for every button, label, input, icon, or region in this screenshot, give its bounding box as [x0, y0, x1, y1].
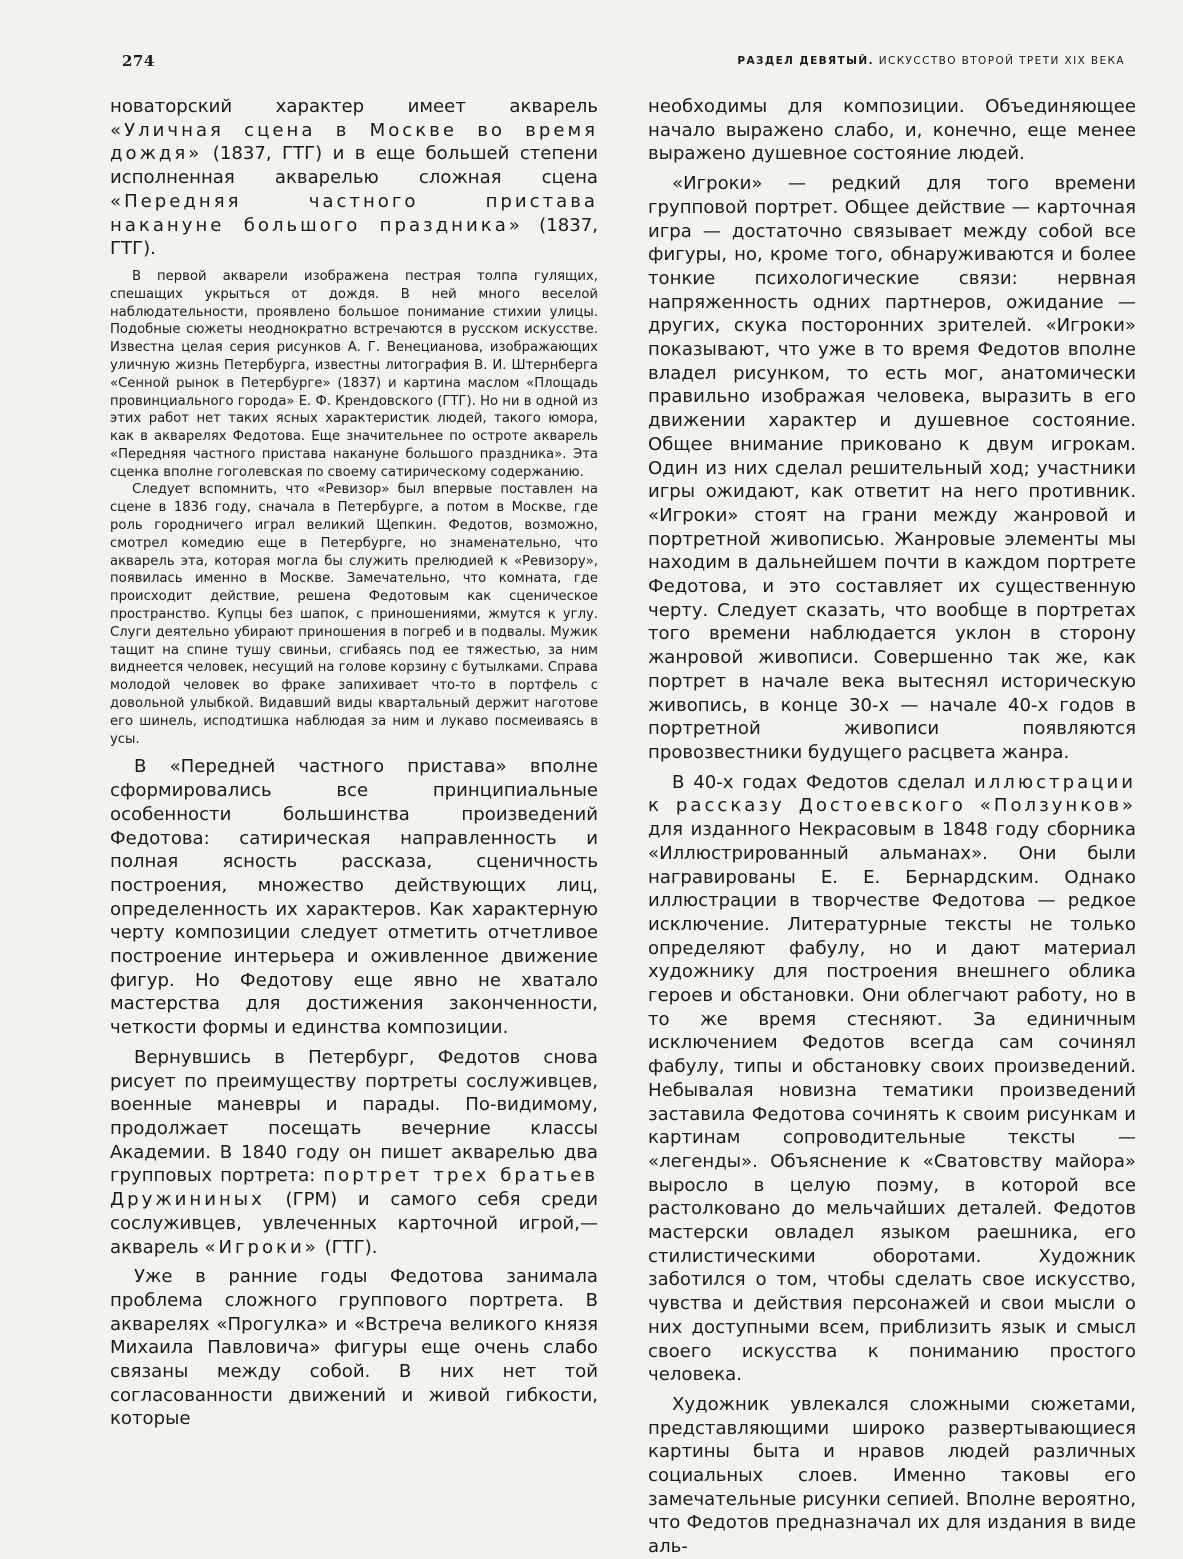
page-number: 274 [122, 52, 155, 70]
paragraph: «Игроки» — редкий для того времени групповой портрет. Общее действие — карточная игра — достаточно связывает между собой все фигуры, но, кроме того, обнаруживаются и более тонкие психологические связи: нервная напряженность одних партнеров, ожидание — других, скука посторонних зрителей. «Игроки» показывают, что уже в то время Федотов вполне владел рисунком, то есть мог, анатомически правильно изображая человека, выразить в его движении характер и душевное состояние. Общее внимание приковано к двум игрокам. Один из них сделал решительный ход; участники игры ожидают, как ответит на него противник. «Игроки» стоят на грани между жанровой и портретной живописью. Жанровые элементы мы находим в дальнейшем почти в каждом портрете Федотова, и это составляет их существенную черту. Следует сказать, что вообще в портретах того времени наблюдается уклон в сторону жанровой живописи. Совершенно так же, как портрет в начале века вытеснял историческую живопись, в конце 30-х — начале 40-х годов в портретной живописи появляются провозвестники будущего расцвета жанра. [648, 173, 1136, 763]
paragraph [648, 771, 1136, 1387]
text-run: (1837, ГТГ) и в еще большей степени исполненная акварелью сложная сцена [110, 143, 598, 189]
section-title: ИСКУССТВО ВТОРОЙ ТРЕТИ XIX ВЕКА [878, 55, 1125, 67]
right-column [648, 95, 1136, 1559]
text-run: для изданного Некрасовым в 1848 году сборника «Иллюстрированный альманах». Они были награвированы Е. Е. Бернардским. Однако иллюстрации в творчестве Федотова — редкое исключение. Литературные тексты не только определяют фабулу, но и дают материал художнику для построения внешнего облика героев и обстановки. Они облегчают работу, но в то же время стесняют. За единичным исключением Федотов всегда сам сочинял фабулу, типы и обстановку своих произведений. Небывалая новизна тематики произведений заставила Федотова сочинять к своим рисункам и картинам сопроводительные тексты — «легенды». Объяснение к «Сватовству майора» выросло в целую поэму, в которой все растолковано до мельчайших деталей. Федотов мастерски овладел языком раешника, его стилистическими оборотами. Художник заботился о том, чтобы сделать свое искусство, чувства и действия персонажей и свои мысли о них доступными всем, приблизить язык и смысл своего искусства к пониманию простого человека. [648, 819, 1136, 1386]
text-run: В 40-х годах Федотов сделал [672, 771, 974, 793]
spaced-title: портрет трех братьев Дружининых [110, 1165, 599, 1211]
small-print-paragraph: Следует вспомнить, что «Ревизор» был впервые поставлен на сцене в 1836 году, сначала в Петербурге, а потом в Москве, где роль городничего играл великий Щепкин. Федотов, возможно, смотрел комедию еще в Петербурге, но знаменательно, что акварель эта, которая могла бы служить прелюдией к «Ревизору», появилась именно в Москве. Замечательно, что комната, где происходит действие, решена Федотовым как сценическое пространство. Купцы без шапок, с приношениями, жмутся к углу. Слуги деятельно убирают приношения в погреб и в подвалы. Мужик тащит на спине тушу свиньи, сгибаясь под ее тяжестью, за ним виднеется человек, несущий на голове корзину с бутылками. Справа молодой человек во фраке запихивает что-то в портфель с довольной улыбкой. Видавший виды квартальный держит наготове его шинель, исподтишка наблюдая за ним и лукаво посмеиваясь в усы. [110, 482, 598, 747]
text-run: новаторский характер имеет акварель [110, 96, 598, 117]
paragraph: необходимы для композиции. Объединяющее начало выражено слабо, и, конечно, еще менее выражено душевное состояние людей. [648, 96, 1136, 165]
left-column [110, 95, 598, 1431]
paragraph [110, 1046, 598, 1259]
spaced-title: «Передняя частного пристава накануне большого праздника» [110, 190, 598, 236]
paragraph [110, 95, 598, 261]
text-run: Вернувшись в Петербург, Федотов снова рисует по преимуществу портреты сослуживцев, военные маневры и парады. По-видимому, продолжает посещать вечерние классы Академии. В 1840 году он пишет акварелью два групповых портрета: [110, 1046, 598, 1187]
spaced-title: иллюстрации к рассказу Достоевского «Ползунков» [648, 771, 1136, 817]
small-print-paragraph: В первой акварели изображена пестрая толпа гулящих, спешащих укрыться от дождя. В ней много веселой наблюдательности, проявлено большое понимание стихии улицы. Подобные сюжеты неоднократно встречаются в русском искусстве. Известна целая серия рисунков А. Г. Венецианова, изображающих уличную жизнь Петербурга, известны литография В. И. Штернберга «Сенной рынок в Петербурге» (1837) и картина маслом «Площадь провинциального города» Е. Ф. Крендовского (ГТГ). Но ни в одной из этих работ нет таких ясных характеристик людей, такого юмора, как в акварелях Федотова. Еще значительнее по остроте акварель «Передняя частного пристава накануне большого праздника». Эта сценка вполне гоголевская по своему сатирическому содержанию. [110, 268, 598, 480]
text-run: (ГТГ). [318, 1236, 378, 1258]
spaced-title: «Уличная сцена в Москве во время дождя» [110, 119, 598, 165]
paragraph: Художник увлекался сложными сюжетами, представляющими широко развертывающиеся картины быта и нравов людей различных социальных слоев. Именно таковы его замечательные рисунки сепией. Вполне вероятно, что Федотов предназначал их для издания в виде аль- [648, 1393, 1136, 1558]
paragraph: В «Передней частного пристава» вполне сформировались все принципиальные особенности большинства произведений Федотова: сатирическая направленность и полная ясность рассказа, сценичность построения, множество действующих лиц, определенность их характеров. Как характерную черту композиции следует отметить отчетливое построение интерьера и оживленное движение фигур. Но Федотову еще явно не хватало мастерства для достижения законченности, четкости формы и единства композиции. [110, 756, 598, 1039]
section-label: РАЗДЕЛ ДЕВЯТЫЙ. [737, 55, 874, 67]
spaced-title: «Игроки» [204, 1236, 319, 1258]
paragraph: Уже в ранние годы Федотова занимала проблема сложного группового портрета. В акварелях «Прогулка» и «Встреча великого князя Михаила Павловича» фигуры еще очень слабо связаны между собой. В них нет той согласованности движений и живой гибкости, которые [110, 1266, 598, 1430]
text-run: (1837, ГТГ). [110, 214, 598, 260]
text-run: (ГРМ) и самого себя среди сослуживцев, увлеченных карточной игрой,— акварель [110, 1189, 598, 1258]
running-head [737, 55, 1125, 67]
